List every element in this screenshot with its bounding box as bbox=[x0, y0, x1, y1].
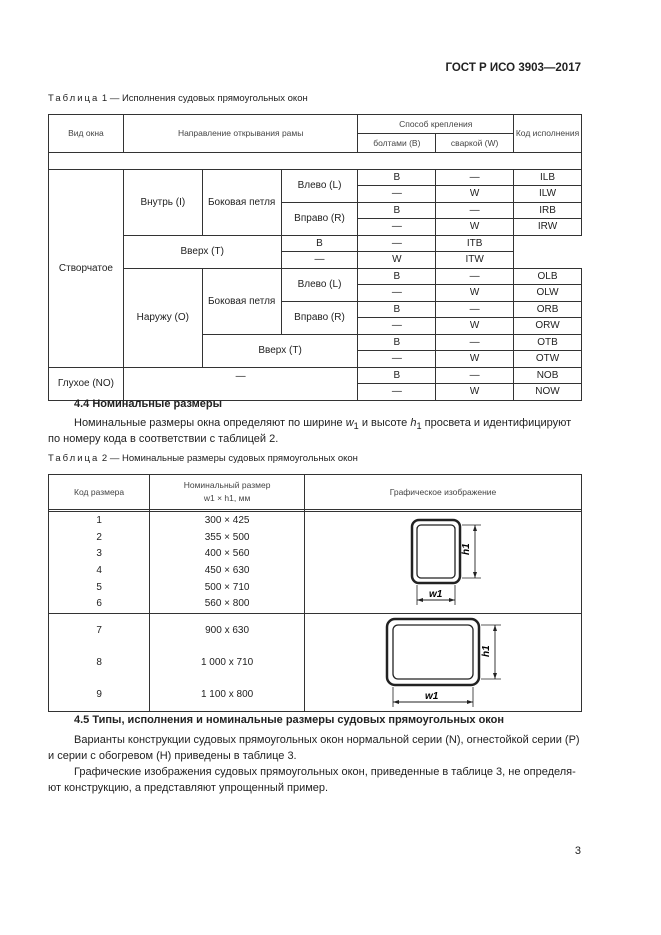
t1-right-out: Вправо (R) bbox=[281, 301, 358, 334]
t2-graphic-large bbox=[304, 614, 581, 712]
dim-w-small: w1 bbox=[428, 588, 443, 600]
t1-outward: Наружу (O) bbox=[123, 268, 202, 367]
t1-code: ILB bbox=[514, 169, 582, 186]
t1-type-hinged: Створчатое bbox=[49, 169, 124, 367]
section-4-4-text: Номинальные размеры окна определяют по ширине $w_1$ и высоте $h_1$ просвета и идентифицируют bbox=[74, 417, 572, 432]
t1-code: IRB bbox=[514, 202, 582, 219]
t1-top-in: Вверх (T) bbox=[123, 235, 281, 268]
table2 bbox=[48, 474, 582, 712]
table2-caption: Таблица 2 — Номинальные размеры судовых прямоугольных окон bbox=[48, 453, 358, 464]
t1-top-out: Вверх (T) bbox=[202, 334, 358, 367]
t1-code: OTW bbox=[514, 351, 582, 368]
t1-right-in: Вправо (R) bbox=[281, 202, 358, 235]
section-4-5-p2-line1: Графические изображения судовых прямоугольных окон, приведенные в таблице 3, не определя- bbox=[74, 766, 576, 778]
t1-header-welding: сваркой (W) bbox=[436, 134, 514, 153]
section-4-5-p1-line1: Варианты конструкции судовых прямоугольных окон нормальной серии (N), огнестойкой серии (P) bbox=[74, 734, 580, 746]
dim-h-small: h1 bbox=[460, 542, 472, 555]
t1-code: ILW bbox=[514, 186, 582, 203]
section-4-5-p2-line2: ют конструкцию, а представляют упрощенный пример. bbox=[48, 782, 329, 794]
section-4-4-text-line2: по номеру кода в соответствии с таблицей 2. bbox=[48, 433, 279, 445]
dim-h-large: h1 bbox=[480, 644, 492, 657]
t2-group1-codes: 1 2 3 4 5 6 bbox=[49, 512, 150, 614]
t1-code: NOW bbox=[514, 384, 582, 401]
t1-left-out: Влево (L) bbox=[281, 268, 358, 301]
t1-fixed-direction: — bbox=[123, 367, 358, 400]
t2-header-code: Код размера bbox=[49, 475, 150, 510]
section-4-5-p1-line2: и серии с обогревом (H) приведены в таблице 3. bbox=[48, 750, 297, 762]
section-4-5-title: 4.5 Типы, исполнения и номинальные размеры судовых прямоугольных окон bbox=[74, 714, 505, 726]
t1-header-bolts: болтами (B) bbox=[358, 134, 436, 153]
t1-header-type: Вид окна bbox=[49, 115, 124, 153]
t1-code: OLB bbox=[514, 268, 582, 285]
t1-type-fixed: Глухое (NO) bbox=[49, 367, 124, 400]
t1-code: OTB bbox=[514, 334, 582, 351]
t1-code: OLW bbox=[514, 285, 582, 302]
window-small-drawing bbox=[305, 513, 581, 613]
t2-header-graphic: Графическое изображение bbox=[304, 475, 581, 510]
section-4-4-title: 4.4 Номинальные размеры bbox=[74, 398, 223, 410]
t1-side-hinge-out: Боковая петля bbox=[202, 268, 281, 334]
t1-code: ITW bbox=[436, 252, 514, 269]
t1-code: ITB bbox=[436, 235, 514, 252]
t1-code: ORW bbox=[514, 318, 582, 335]
t1-header-code: Код исполнения bbox=[514, 115, 582, 153]
table1: Вид окна Направление открывания рамы Способ крепления Код исполнения болтами (B) сваркой (W) Створчатое Внутрь (I) Боковая петля Влево (L) B — ILB — W ILW Вправо (R) B — IRB — W IRW Вверх (T) B — ITB — W ITW Наружу (O) Боковая петля Влево (L) B — OLB — W OLW Вправо (R) B — ORB — W ORW Вверх (T) B — OTB — W OTW Глухое (NO) — B — NOB — W NOW bbox=[48, 114, 582, 401]
t2-group1-sizes: 300 × 425 355 × 500 400 × 560 450 × 630 500 × 710 560 × 800 bbox=[150, 512, 305, 614]
t2-header-size: Номинальный размер w1 × h1, мм bbox=[150, 475, 305, 510]
dim-w-large: w1 bbox=[424, 690, 439, 702]
table1-caption: Таблица 1 — Исполнения судовых прямоугольных окон bbox=[48, 93, 308, 104]
window-large-drawing bbox=[305, 615, 581, 711]
t1-code: NOB bbox=[514, 367, 582, 384]
t1-code: ORB bbox=[514, 301, 582, 318]
t1-header-fastening: Способ крепления bbox=[358, 115, 514, 134]
t2-group2-sizes: 900 x 630 1 000 x 710 1 100 x 800 bbox=[150, 614, 305, 712]
t1-left-in: Влево (L) bbox=[281, 169, 358, 202]
t1-header-direction: Направление открывания рамы bbox=[123, 115, 358, 153]
t2-graphic-small bbox=[304, 512, 581, 614]
t1-side-hinge-in: Боковая петля bbox=[202, 169, 281, 235]
page-number: 3 bbox=[574, 845, 581, 857]
t1-inward: Внутрь (I) bbox=[123, 169, 202, 235]
standard-designation: ГОСТ Р ИСО 3903—2017 bbox=[445, 62, 581, 74]
t2-group2-codes: 7 8 9 bbox=[49, 614, 150, 712]
t1-code: IRW bbox=[514, 219, 582, 236]
